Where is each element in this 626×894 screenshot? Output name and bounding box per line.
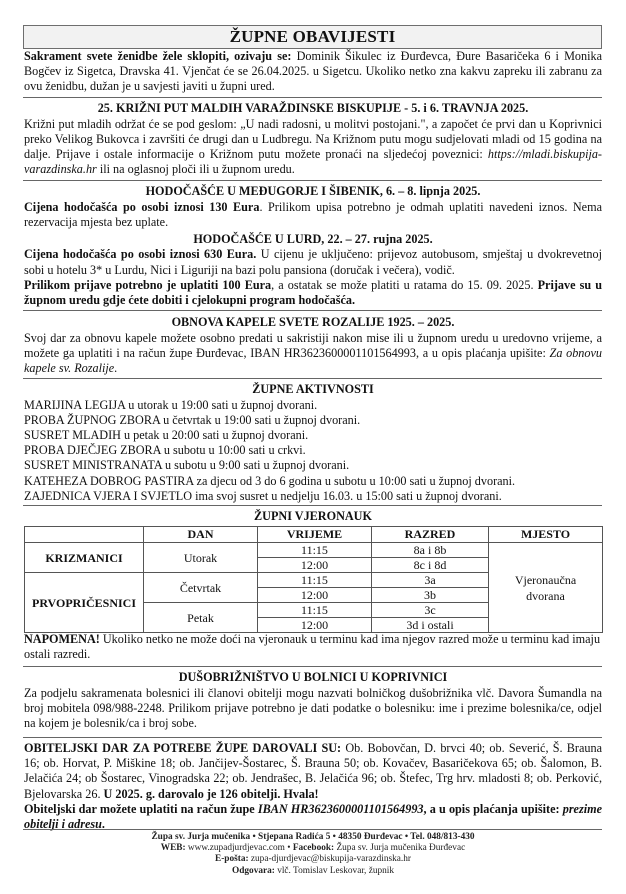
- divider: [23, 97, 602, 98]
- vjeronauk-table: [24, 526, 603, 633]
- rozalija-text: Svoj dar za obnovu kapele možete osobno predati u sakristiji nakon mise ili u župnom uredu u uredovno vrijeme, a možete ga uplatiti i na račun župe Đurđevac, IBAN HR3623600001101564993, a u opis plaćanja upišite:: [24, 330, 602, 360]
- activity-item: SUSRET MINISTRANATA u subotu u 9:00 sati u župnoj dvorani.: [24, 458, 350, 473]
- rozalija-heading: OBNOVA KAPELE SVETE ROZALIJE 1925. – 2025.: [171, 315, 455, 329]
- activity-item: ZAJEDNICA VJERA I SVJETLO ima svoj susret u nedjelju 16.03. u 15:00 sati u župnoj dvorani.: [24, 488, 502, 503]
- facebook-label: Facebook:: [292, 843, 335, 854]
- krizni-put-heading: 25. KRIŽNI PUT MALDIH VARAŽDINSKE BISKUPIJE - 5. i 6. TRAVNJA 2025.: [97, 101, 529, 115]
- marriage-announcement: [24, 49, 602, 95]
- lurd-heading: HODOČAŠĆE U LURD, 22. – 27. rujna 2025.: [193, 231, 433, 246]
- lurd-payment-text: , a ostatak se može platiti u ratama do 15. 09. 2025.: [271, 277, 538, 292]
- lurd-text: U cijenu je uključeno: prijevoz autobusom, smještaj u dvokrevetnoj sobi u hotelu 3* u Lurdu, Nici i Liguriji na bazi polu pansiona (doručak i večera), vodič.: [24, 247, 602, 277]
- activity-item: MARIJINA LEGIJA u utorak u 19:00 sati u župnoj dvorani.: [24, 397, 318, 412]
- medugorje-text: . Prilikom upisa potrebno je odmah uplatiti navedeni iznos. Nema rezervacija mjesta bez uplate.: [24, 199, 602, 229]
- divider: [23, 180, 602, 181]
- marriage-text: Dominik Šikulec iz Đurđevca, Đure Basaričeka 6 i Monika Bogčev iz Sigetca, Dravska 41. Vjenčat će se 26.04.2025. u Sigetcu. Ukoliko netko zna kakvu zapreku ili zabranu za ovu ženidbu, dužan je u savjesti javiti u župni ured.: [24, 49, 602, 94]
- time-cell: 12:00: [258, 558, 372, 573]
- note-text: Ukoliko netko ne može doći na vjeronauk u terminu kad ima njegov razred može u terminu kad imaju ostali razredi.: [24, 632, 601, 662]
- place-cell: [489, 543, 603, 633]
- group-name: KRIZMANICI: [25, 543, 144, 573]
- medugorje-heading: HODOČAŠĆE U MEĐUGORJE I ŠIBENIK, 6. – 8. lipnja 2025.: [145, 184, 481, 198]
- vjeronauk-note: [24, 632, 602, 662]
- dar-pay-mid: , a u opis plaćanja upišite:: [423, 801, 563, 816]
- column-header: RAZRED: [372, 527, 489, 543]
- activity-item: SUSRET MLADIH u petak u 20:00 sati u župnoj dvorani.: [24, 427, 309, 442]
- marriage-lead: Sakrament svete ženidbe žele sklopiti, ozivaju se:: [24, 49, 292, 63]
- vjeronauk-heading-wrap: [24, 509, 602, 525]
- medugorje-price: Cijena hodočašća po osobi iznosi 130 Eura: [24, 199, 260, 214]
- place-text: Vjeronaučna dvorana: [514, 572, 577, 603]
- hodocasce-section: [24, 184, 602, 308]
- activity-item: PROBA ŽUPNOG ZBORA u četvrtak u 19:00 sati u župnoj dvorani.: [24, 412, 361, 427]
- rozalija-payment-note: Za obnovu kapele sv. Rozalije: [24, 345, 602, 375]
- time-cell: 11:15: [258, 543, 372, 558]
- facebook-page[interactable]: Župa sv. Jurja mučenika Đurđevac: [334, 843, 466, 854]
- divider: [23, 378, 602, 379]
- divider: [23, 666, 602, 667]
- lurd-price: Cijena hodočašća po osobi iznosi 630 Eura.: [24, 247, 257, 262]
- table-row: [25, 543, 603, 558]
- krizni-put-link[interactable]: https://mladi.biskupija-varazdinska.hr: [24, 146, 602, 177]
- column-header: VRIJEME: [258, 527, 372, 543]
- footer-address: Župa sv. Jurja mučenika • Stjepana Radića 5 • 48350 Đurđevac • Tel. 048/813-430: [151, 832, 475, 842]
- activity-item: PROBA DJEČJEG ZBORA u subotu u 10:00 sati u crkvi.: [24, 443, 306, 458]
- dar-pay-end: .: [101, 817, 105, 832]
- lurd-payment-tail: Prijave su u župnom uredu gdje ćete dobiti i cjelokupni program hodočašća.: [24, 277, 603, 308]
- web-url[interactable]: www.zupadjurdjevac.com •: [185, 843, 293, 854]
- krizni-put-text: Križni put mladih održat će se pod geslom: „U nadi radosni, u molitvi postojani.", a započet će prvi dan u Koprivnici preko Velikog Bukovca i završiti će drugi dan u Ludbregu. Na Križnom putu mogu sudjelovati mladi od 15 godina na dalje. Prijave i ostale informacije o Križnom putu možete pronaći na sljedećoj poveznici:: [24, 116, 602, 161]
- class-cell: 8a i 8b: [372, 543, 489, 558]
- page-title: ŽUPNE OBAVIJESTI: [23, 25, 602, 49]
- class-cell: 3c: [372, 603, 489, 618]
- dar-count: U 2025. g. darovalo je 126 obitelji. Hvala!: [103, 786, 319, 801]
- vjeronauk-heading: ŽUPNI VJERONAUK: [254, 509, 372, 523]
- divider: [23, 737, 602, 738]
- dar-lead: OBITELJSKI DAR ZA POTREBE ŽUPE DAROVALI SU:: [24, 741, 342, 755]
- time-cell: 12:00: [258, 618, 372, 633]
- bolnica-text: Za podjelu sakramenata bolesnici ili članovi obitelji mogu nazvati bolničkog dušobrižnika vlč. Davora Šumandla na broj mobitela 098/988-2248. Prilikom prijave potrebno je dati podatke o bolesniku: ime i prezime bolesnika/ce, odjel na kojem je bolesnik/ca i broj sobe.: [24, 685, 602, 730]
- time-cell: 11:15: [258, 603, 372, 618]
- dar-pay-lead: Obiteljski dar možete uplatiti na račun župe: [24, 801, 258, 816]
- divider: [23, 310, 602, 311]
- note-lead: NAPOMENA!: [24, 632, 100, 646]
- class-cell: 3d i ostali: [372, 618, 489, 633]
- class-cell: 8c i 8d: [372, 558, 489, 573]
- krizni-put-section: [24, 101, 602, 177]
- footer-email-line: [0, 854, 626, 865]
- footer-responsible-line: [0, 866, 626, 877]
- krizni-put-text-after: ili na oglasnoj ploči ili u župnom uredu.: [96, 162, 295, 177]
- email-label: E-pošta:: [215, 854, 249, 865]
- obiteljski-dar-section: [24, 741, 602, 832]
- divider: [23, 829, 602, 830]
- day-cell: Četvrtak: [144, 573, 258, 603]
- column-header: MJESTO: [489, 527, 603, 543]
- rozalija-end: .: [114, 360, 118, 375]
- dar-donors: Ob. Bobovčan, D. brvci 40; ob. Severić, Š. Brauna 16; ob. Horvat, P. Miškine 18; ob. Jančijev-Šostarec, Š. Brauna 50; ob. Kovačev, Basaričekova 65; ob. Šalomon, B. Jelačića 24; ob Šostarec, Vinogradska 22; ob. Jendrašec, B. Jelačića 96; ob. Štefec, Trg hrv. mladosti 8; ob. Perković, Bjelovarska 26.: [24, 741, 602, 801]
- time-cell: 11:15: [258, 573, 372, 588]
- footer: [0, 832, 626, 877]
- bolnica-section: [24, 670, 602, 731]
- lurd-payment-lead: Prilikom prijave potrebno je uplatiti 100 Eura: [24, 277, 272, 292]
- table-header-row: [25, 527, 603, 543]
- group-name: PRVOPRIČESNICI: [25, 573, 144, 633]
- column-header: [25, 527, 144, 543]
- class-cell: 3b: [372, 588, 489, 603]
- footer-web-line: [0, 843, 626, 854]
- aktivnosti-section: [24, 382, 602, 504]
- responsible-label: Odgovara:: [232, 865, 275, 876]
- responsible-name: vlč. Tomislav Leskovar, župnik: [274, 865, 394, 876]
- day-cell: Utorak: [144, 543, 258, 573]
- web-label: WEB:: [160, 843, 186, 854]
- day-cell: Petak: [144, 603, 258, 633]
- class-cell: 3a: [372, 573, 489, 588]
- dar-pay-italic: prezime obitelji i adresu: [24, 801, 602, 832]
- activity-item: KATEHEZA DOBROG PASTIRA za djecu od 3 do 6 godina u subotu u 10:00 sati u župnoj dvorani.: [24, 473, 516, 488]
- time-cell: 12:00: [258, 588, 372, 603]
- rozalija-section: [24, 315, 602, 376]
- dar-iban: IBAN HR3623600001101564993: [257, 801, 424, 816]
- divider: [23, 505, 602, 506]
- email-address[interactable]: zupa-djurdjevac@biskupija-varazdinska.hr: [248, 854, 411, 865]
- aktivnosti-heading: ŽUPNE AKTIVNOSTI: [252, 382, 374, 396]
- column-header: DAN: [144, 527, 258, 543]
- bolnica-heading: DUŠOBRIŽNIŠTVO U BOLNICI U KOPRIVNICI: [178, 670, 448, 684]
